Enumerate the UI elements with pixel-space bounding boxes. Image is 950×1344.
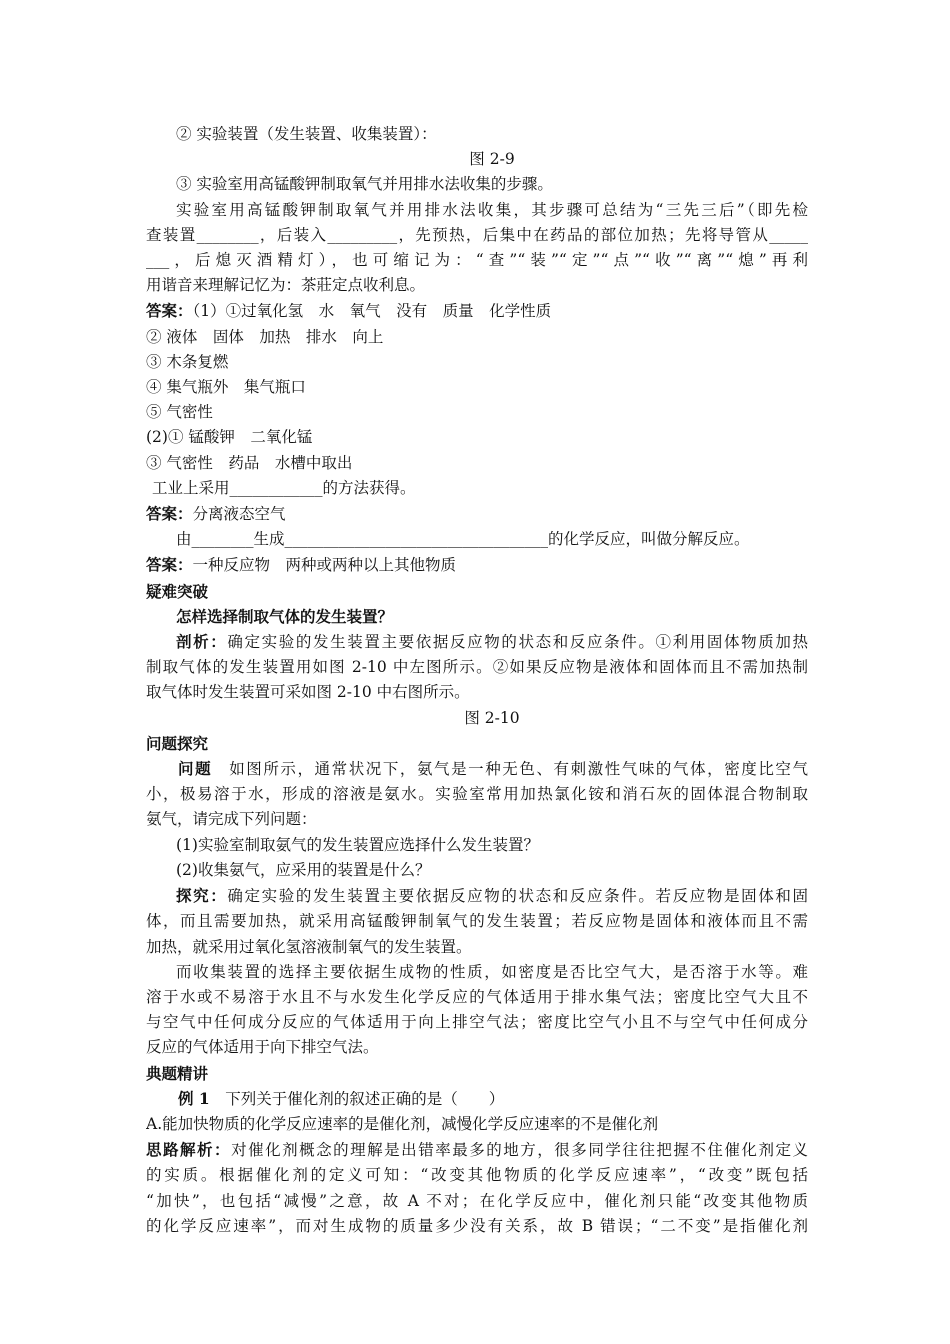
problem-line: 小，极易溶于水，形成的溶液是氨水。实验室常用加热氯化铵和消石灰的固体混合物制取	[146, 785, 808, 804]
explore-text: 确定实验的发生装置主要依据反应物的状态和反应条件。若反应物是固体和固	[227, 887, 808, 906]
answer-text: 一种反应物 两种或两种以上其他物质	[192, 556, 457, 575]
problem-text: 如图所示，通常状况下，氨气是一种无色、有刺激性气味的气体，密度比空气	[212, 760, 808, 779]
figure-caption-2-10: 图 2-10	[464, 708, 520, 727]
explore-line: 加热，就采用过氧化氢溶液制氧气的发生装置。	[146, 937, 472, 956]
document-body	[146, 122, 808, 1239]
answer-text: （1）①过氧化氢 水 氧气 没有 质量 化学性质	[192, 302, 552, 321]
section-heading-difficult: 疑难突破	[146, 581, 209, 601]
problem-line	[146, 756, 808, 782]
difficult-question: 怎样选择制取气体的发生装置？	[176, 606, 394, 626]
explore-line	[146, 883, 808, 909]
thinking-line: 的化学反应速率”，而对生成物的质量多少没有关系，故 B 错误；“二不变”是指催化剂	[146, 1216, 808, 1235]
figure-caption-2-9: 图 2-9	[469, 150, 515, 169]
answer-line	[146, 501, 808, 527]
paragraph-line: 查装置________，后装入_________，先预热，后集中在药品的部位加热；先将导管从_____	[146, 225, 808, 244]
step-2-line: ② 实验装置（发生装置、收集装置）：	[176, 125, 437, 143]
answer-line: ⑤ 气密性	[146, 403, 213, 422]
answer-line: (2)① 锰酸钾 二氧化锰	[146, 428, 313, 447]
answer-label: 答案：	[146, 555, 193, 575]
explore-label: 探究：	[176, 886, 228, 906]
option-a: A.能加快物质的化学反应速率的是催化剂，减慢化学反应速率的不是催化剂	[146, 1114, 659, 1133]
section-heading-classic: 典题精讲	[146, 1063, 209, 1083]
answer-label: 答案：	[146, 504, 193, 524]
sub-question: (2)收集氨气，应采用的装置是什么？	[176, 860, 431, 879]
paragraph-line: ___，后熄灭酒精灯），也可缩记为：“查”“装”“定”“点”“收”“离”“熄”再利	[146, 251, 808, 270]
analysis-line: 制取气体的发生装置用如图 2-10 中左图所示。②如果反应物是液体和固体而且不需加热制	[146, 658, 808, 677]
answer-line: ④ 集气瓶外 集气瓶口	[146, 378, 306, 397]
section-heading-explore: 问题探究	[146, 733, 209, 753]
step-3-line: ③ 实验室用高锰酸钾制取氧气并用排水法收集的步骤。	[176, 175, 553, 194]
problem-line: 氨气，请完成下列问题：	[146, 810, 317, 829]
paragraph-line: 用谐音来理解记忆为：茶莊定点收利息。	[146, 276, 426, 295]
analysis-text: 确定实验的发生装置主要依据反应物的状态和反应条件。①利用固体物质加热	[227, 633, 808, 652]
paragraph-line: 实验室用高锰酸钾制取氧气并用排水法收集，其步骤可总结为“三先三后”（即先检	[176, 200, 808, 219]
thinking-label: 思路解析：	[146, 1140, 232, 1160]
explore-line: 溶于水或不易溶于水且不与水发生化学反应的气体适用于排水集气法；密度比空气大且不	[146, 987, 808, 1006]
sub-question: (1)实验室制取氨气的发生装置应选择什么发生装置？	[176, 835, 539, 854]
thinking-text: 对催化剂概念的理解是出错率最多的地方，很多同学往往把握不住催化剂定义	[231, 1141, 808, 1160]
answer-line: ② 液体 固体 加热 排水 向上	[146, 327, 384, 346]
explore-line: 体，而且需要加热，就采用高锰酸钾制氧气的发生装置；若反应物是固体和液体而且不需	[146, 912, 808, 931]
question-line: 工业上采用____________的方法获得。	[152, 478, 416, 497]
answer-line: ③ 木条复燃	[146, 352, 229, 371]
explore-line: 而收集装置的选择主要依据生成物的性质，如密度是否比空气大，是否溶于水等。难	[176, 962, 808, 981]
question-line: 由________生成__________________________________的化学反应，叫做分解反应。	[176, 530, 750, 549]
thinking-line: 的实质。根据催化剂的定义可知：“改变其他物质的化学反应速率”，“改变”既包括	[146, 1166, 808, 1185]
explore-line: 反应的气体适用于向下排空气法。	[146, 1038, 379, 1057]
answer-line	[146, 298, 808, 324]
analysis-label: 剖析：	[176, 632, 228, 652]
explore-line: 与空气中任何成分反应的气体适用于向上排空气法；密度比空气小且不与空气中任何成分	[146, 1013, 808, 1032]
answer-label: 答案：	[146, 301, 193, 321]
example-line	[146, 1086, 808, 1112]
thinking-line	[146, 1137, 808, 1163]
answer-line: ③ 气密性 药品 水槽中取出	[146, 453, 353, 472]
problem-label: 问题	[178, 759, 213, 779]
thinking-line: “加快”，也包括“减慢”之意，故 A 不对；在化学反应中，催化剂只能“改变其他物质	[146, 1191, 808, 1210]
example-text: 下列关于催化剂的叙述正确的是（ ）	[209, 1089, 505, 1108]
analysis-line: 取气体时发生装置可采如图 2-10 中右图所示。	[146, 683, 470, 702]
analysis-line	[146, 629, 808, 655]
answer-line	[146, 552, 808, 578]
answer-text: 分离液态空气	[192, 505, 286, 524]
example-label: 例 1	[178, 1088, 210, 1108]
